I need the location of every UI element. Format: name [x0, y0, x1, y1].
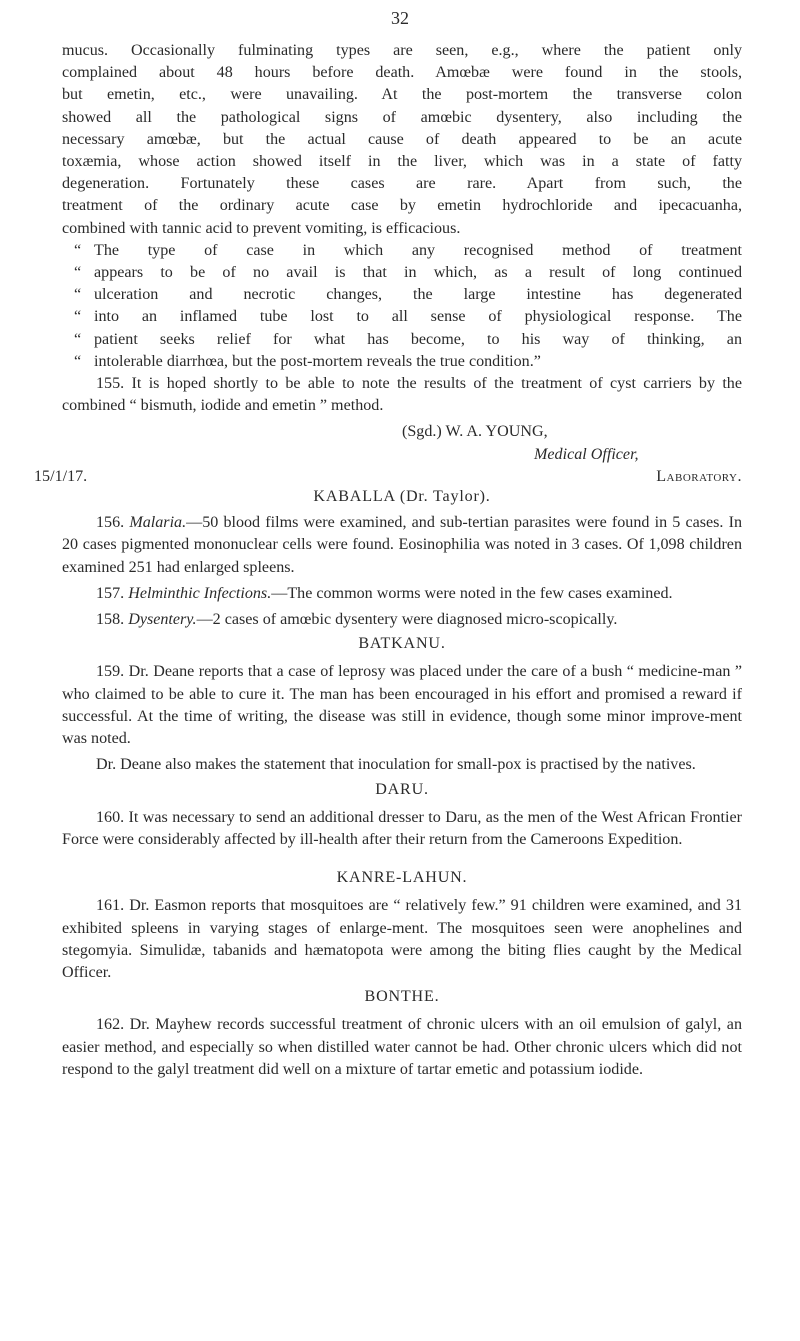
signature-title: Medical Officer, [534, 445, 639, 463]
quote-line: “ patient seeks relief for what has become, to his way of thinking, an [74, 329, 742, 351]
text-line: necessary amœbæ, but the actual cause of death appeared to be an acute [62, 130, 742, 148]
quote-mark: “ [74, 308, 82, 326]
signature-date: 15/1/17. [34, 467, 88, 485]
paragraph-157-label: Helminthic Infections. [128, 584, 272, 602]
quote-mark: “ [74, 264, 82, 282]
section-heading-kanre-lahun: KANRE-LAHUN. [336, 869, 468, 887]
signature-row [34, 466, 742, 488]
paragraph-162: 162. Dr. Mayhew records successful treatment of chronic ulcers with an oil emulsion of galyl, an easier method, and especially so when distilled water cannot be had. Other chronic ulcers which did not respond to the galyl treatment did well on a mixture of tartar emetic and potassium iodide. [62, 1016, 742, 1078]
paragraph-continued [62, 40, 742, 240]
quote-line: “ into an inflamed tube lost to all sense of physiological response. The [74, 306, 742, 328]
paragraph-156-label: Malaria. [129, 514, 187, 532]
paragraph-160: 160. It was necessary to send an additional dresser to Daru, as the men of the West African Frontier Force were considerably affected by ill-health after their return from the Cameroons Expedition. [62, 808, 742, 848]
paragraph-158-label: Dysentery. [128, 611, 197, 629]
paragraph-156: 156. Malaria.—50 blood films were examined, and sub-tertian parasites were found in 5 cases. In 20 cases pigmented mononuclear cells were found. Eosinophilia was noted in 3 cases. Of 1,098 children examined 251 had enlarged spleens. [62, 514, 743, 576]
text-line: toxæmia, whose action showed itself in the liver, which was in a state of fatty [62, 153, 742, 171]
section-heading-kaballa: KABALLA (Dr. Taylor). [313, 488, 491, 506]
text-line: combined with tannic acid to prevent vomiting, is efficacious. [62, 219, 461, 237]
paragraph-157: 157. Helminthic Infections.—The common worms were noted in the few cases examined. [96, 584, 673, 602]
paragraph-161: 161. Dr. Easmon reports that mosquitoes are “ relatively few.” 91 children were examined, and 31 exhibited spleens in varying stages of enlarge-ment. The mosquitoes seen were anophelines and stegomyia. Simulidæ, tabanids and hæmatopota were among the biting flies caught by the Medical Officer. [62, 897, 742, 981]
page-body [34, 40, 743, 1081]
paragraph-155: 155. It is hoped shortly to be able to note the results of the treatment of cyst carriers by the combined “ bismuth, iodide and emetin ” method. [62, 375, 742, 415]
section-heading-daru: DARU. [375, 780, 429, 798]
quote-mark: “ [74, 330, 82, 348]
text-line: complained about 48 hours before death. Amœbæ were found in the stools, [62, 64, 742, 82]
quote-line: “ appears to be of no avail is that in which, as a result of long continued [74, 262, 742, 284]
quote-mark: “ [74, 286, 82, 304]
quote-line: “ ulceration and necrotic changes, the large intestine has degenerated [74, 284, 742, 306]
paragraph-159-b: Dr. Deane also makes the statement that inoculation for small-pox is practised by the natives. [96, 756, 696, 774]
paragraph-159: 159. Dr. Deane reports that a case of leprosy was placed under the care of a bush “ medicine-man ” who claimed to be able to cure it. The man has been encouraged in his effort and promised a reward if successful. At the time of writing, the disease was still in evidence, though some minor improve-ment was noted. [62, 663, 742, 748]
quote-mark: “ [74, 352, 82, 370]
signature-department: Laboratory. [656, 467, 742, 485]
text-line: but emetin, etc., were unavailing. At the post-mortem the transverse colon [62, 86, 742, 104]
paragraph-158: 158. Dysentery.—2 cases of amœbic dysentery were diagnosed micro-scopically. [96, 611, 618, 629]
section-heading-bonthe: BONTHE. [364, 988, 440, 1006]
text-line: treatment of the ordinary acute case by emetin hydrochloride and ipecacuanha, [62, 197, 742, 215]
section-heading-batkanu: BATKANU. [358, 635, 446, 653]
quote-mark: “ [74, 241, 82, 259]
quote-line: “ intolerable diarrhœa, but the post-mortem reveals the true condition.” [74, 351, 742, 373]
block-quote [62, 240, 742, 373]
text-line: mucus. Occasionally fulminating types are seen, e.g., where the patient only [62, 42, 742, 59]
quote-line: “ The type of case in which any recognised method of treatment [74, 240, 742, 262]
page-number: 32 [391, 8, 409, 28]
text-line: degeneration. Fortunately these cases are rare. Apart from such, the [62, 175, 742, 193]
signature-name: (Sgd.) W. A. YOUNG, [402, 423, 548, 441]
text-line: showed all the pathological signs of amœbic dysentery, also including the [62, 108, 742, 126]
